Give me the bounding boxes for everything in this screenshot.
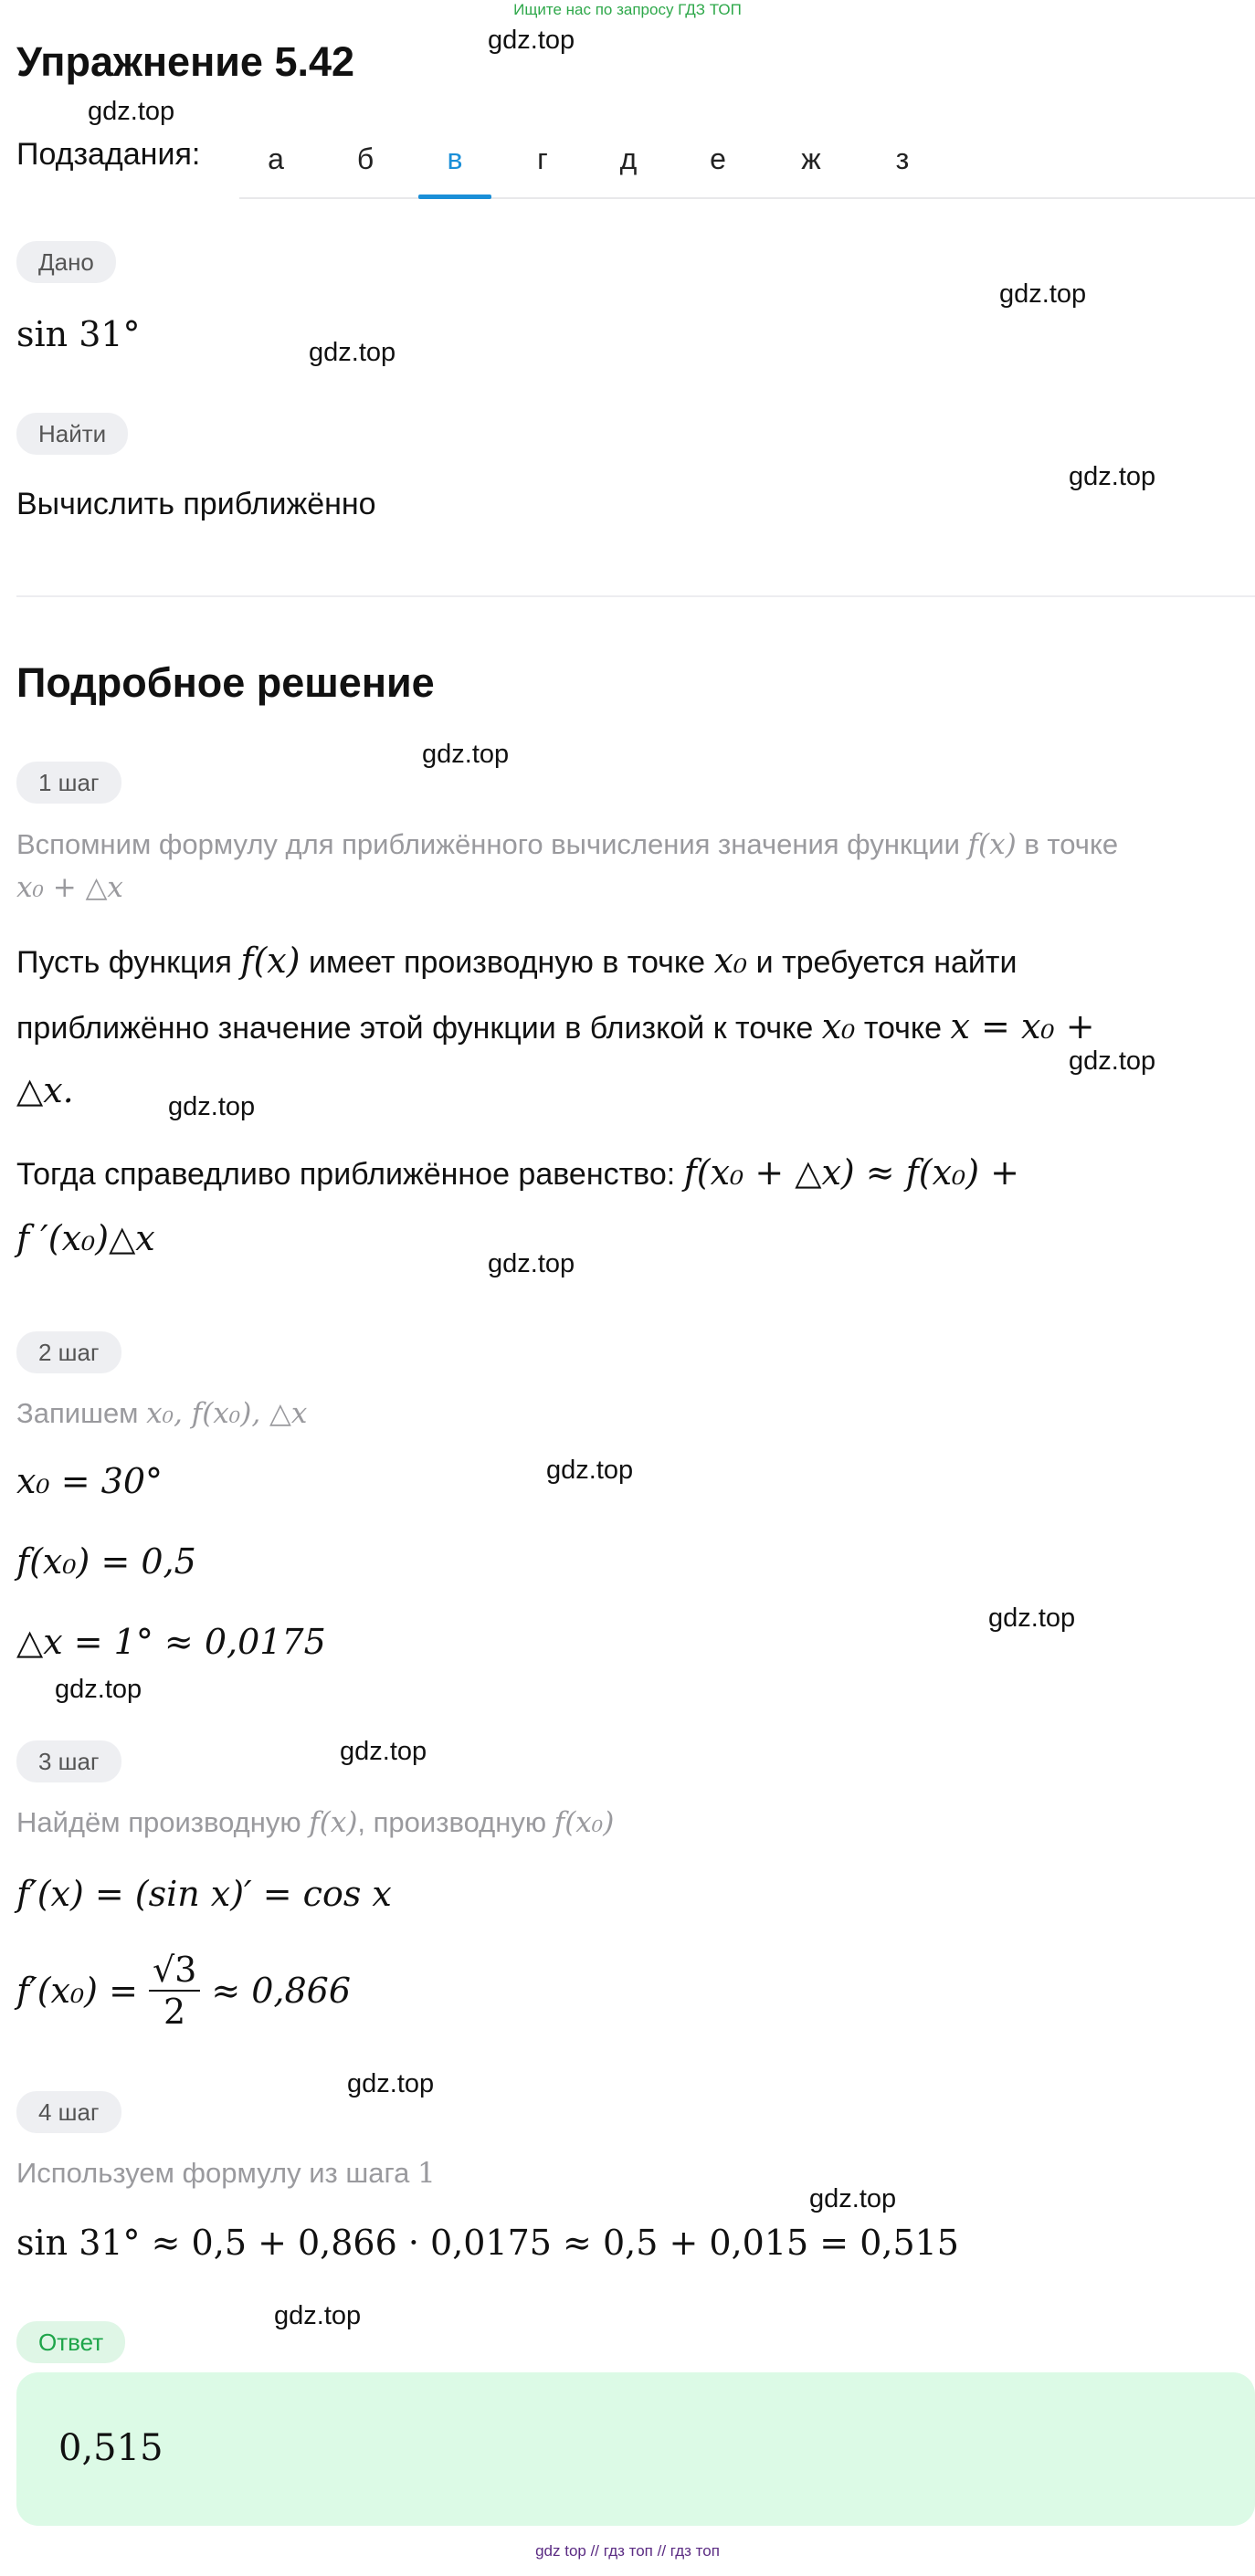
fraction	[149, 1950, 200, 2032]
watermark: gdz.top	[422, 740, 510, 769]
math-x0: x₀	[821, 1006, 856, 1046]
step-4-badge: 4 шаг	[16, 2091, 121, 2133]
tab-e[interactable]: е	[710, 142, 726, 175]
solution-title: Подробное решение	[16, 659, 435, 706]
step-1-hint-point: x₀ + △x	[16, 871, 123, 904]
section-divider	[16, 595, 1255, 597]
step-1-para-1	[16, 941, 1017, 983]
step-1-badge: 1 шаг	[16, 762, 121, 804]
step-1-para-4	[16, 1152, 1019, 1194]
text: приближённо значение этой функции в близкой к точке	[16, 1011, 814, 1046]
step-2-hint-text: Запишем	[16, 1397, 139, 1429]
find-text: Вычислить приближённо	[16, 487, 376, 521]
step-1-hint-text: Вспомним формулу для приближённого вычисления значения функции	[16, 828, 960, 860]
watermark: gdz.top	[999, 279, 1087, 309]
step-1-para-5: f ′(x₀)△x	[16, 1218, 155, 1258]
step-4-hint	[16, 2153, 436, 2193]
watermark: gdz.top	[1069, 462, 1156, 491]
given-expression: sin 31°	[16, 314, 141, 354]
text: имеет производную в точке	[308, 945, 706, 980]
watermark: gdz.top	[88, 97, 175, 126]
step-2-hint-math: x₀, f(x₀), △x	[146, 1397, 308, 1430]
text: и требуется найти	[755, 945, 1018, 980]
page-title: Упражнение 5.42	[16, 38, 355, 85]
tab-a[interactable]: а	[268, 142, 284, 175]
math-x0: x₀	[713, 941, 748, 981]
text: Пусть функция	[16, 945, 232, 980]
top-note: Ищите нас по запросу ГДЗ ТОП	[513, 1, 742, 18]
text: , производную	[357, 1806, 547, 1838]
tab-zh[interactable]: ж	[801, 142, 821, 175]
fraction-denominator: 2	[163, 1992, 186, 2032]
step-1-para-3: △x.	[16, 1070, 74, 1110]
watermark: gdz.top	[55, 1675, 142, 1704]
text: Тогда справедливо приближённое равенство:	[16, 1157, 676, 1192]
math-x-eq: x = x₀ +	[950, 1006, 1095, 1046]
step-1-hint-fx: f(x)	[967, 828, 1017, 861]
math-lhs: f′(x₀) =	[16, 1971, 138, 2011]
step-1-hint-suffix: в точке	[1024, 828, 1119, 860]
given-badge: Дано	[16, 241, 116, 283]
answer-box	[16, 2372, 1255, 2526]
math-fx: f(x)	[240, 941, 301, 981]
text: Найдём производную	[16, 1806, 301, 1838]
watermark: gdz.top	[340, 1737, 427, 1766]
watermark: gdz.top	[1069, 1046, 1156, 1076]
math-fx0: f(x₀)	[554, 1806, 615, 1839]
math-rhs: ≈ 0,866	[211, 1971, 352, 2011]
watermark: gdz.top	[309, 338, 396, 367]
step-2-line-3: △x = 1° ≈ 0,0175	[16, 1622, 326, 1662]
tab-b[interactable]: б	[356, 142, 374, 175]
answer-value: 0,515	[58, 2427, 163, 2469]
step-2-line-2: f(x₀) = 0,5	[16, 1541, 196, 1582]
watermark: gdz.top	[809, 2184, 897, 2213]
step-3-hint	[16, 1803, 614, 1843]
tab-d[interactable]: д	[619, 142, 638, 175]
step-2-hint	[16, 1393, 307, 1434]
find-badge: Найти	[16, 413, 128, 455]
math-fx: f(x)	[309, 1806, 358, 1839]
math-approx: f(x₀ + △x) ≈ f(x₀) +	[683, 1152, 1020, 1193]
text: Используем формулу из шага	[16, 2157, 410, 2189]
step-3-badge: 3 шаг	[16, 1740, 121, 1782]
tab-v[interactable]: в	[418, 137, 491, 197]
watermark: gdz.top	[274, 2301, 362, 2330]
step-3-line-2	[16, 1945, 351, 2036]
text: точке	[863, 1011, 943, 1046]
step-2-line-1: x₀ = 30°	[16, 1461, 163, 1501]
tab-z[interactable]: з	[895, 142, 910, 175]
watermark: gdz.top	[168, 1092, 256, 1121]
footer: gdz top // гдз топ // гдз топ	[535, 2542, 720, 2560]
watermark: gdz.top	[488, 26, 575, 55]
watermark: gdz.top	[546, 1456, 634, 1485]
step-1-hint	[16, 825, 1118, 865]
step-4-line: sin 31° ≈ 0,5 + 0,866 · 0,0175 ≈ 0,5 + 0,015 = 0,515	[16, 2223, 959, 2263]
math-num: 1	[417, 2157, 436, 2190]
tab-g[interactable]: г	[537, 142, 548, 175]
subtask-tabs	[239, 137, 1255, 199]
fraction-numerator: √3	[149, 1950, 200, 1992]
watermark: gdz.top	[347, 2069, 435, 2098]
step-1-para-2	[16, 1006, 1095, 1048]
watermark: gdz.top	[988, 1603, 1076, 1633]
step-3-line-1: f′(x) = (sin x)′ = cos x	[16, 1874, 392, 1914]
step-2-badge: 2 шаг	[16, 1331, 121, 1373]
answer-badge: Ответ	[16, 2321, 125, 2363]
subtasks-label: Подзадания:	[16, 137, 201, 172]
watermark: gdz.top	[488, 1249, 575, 1278]
